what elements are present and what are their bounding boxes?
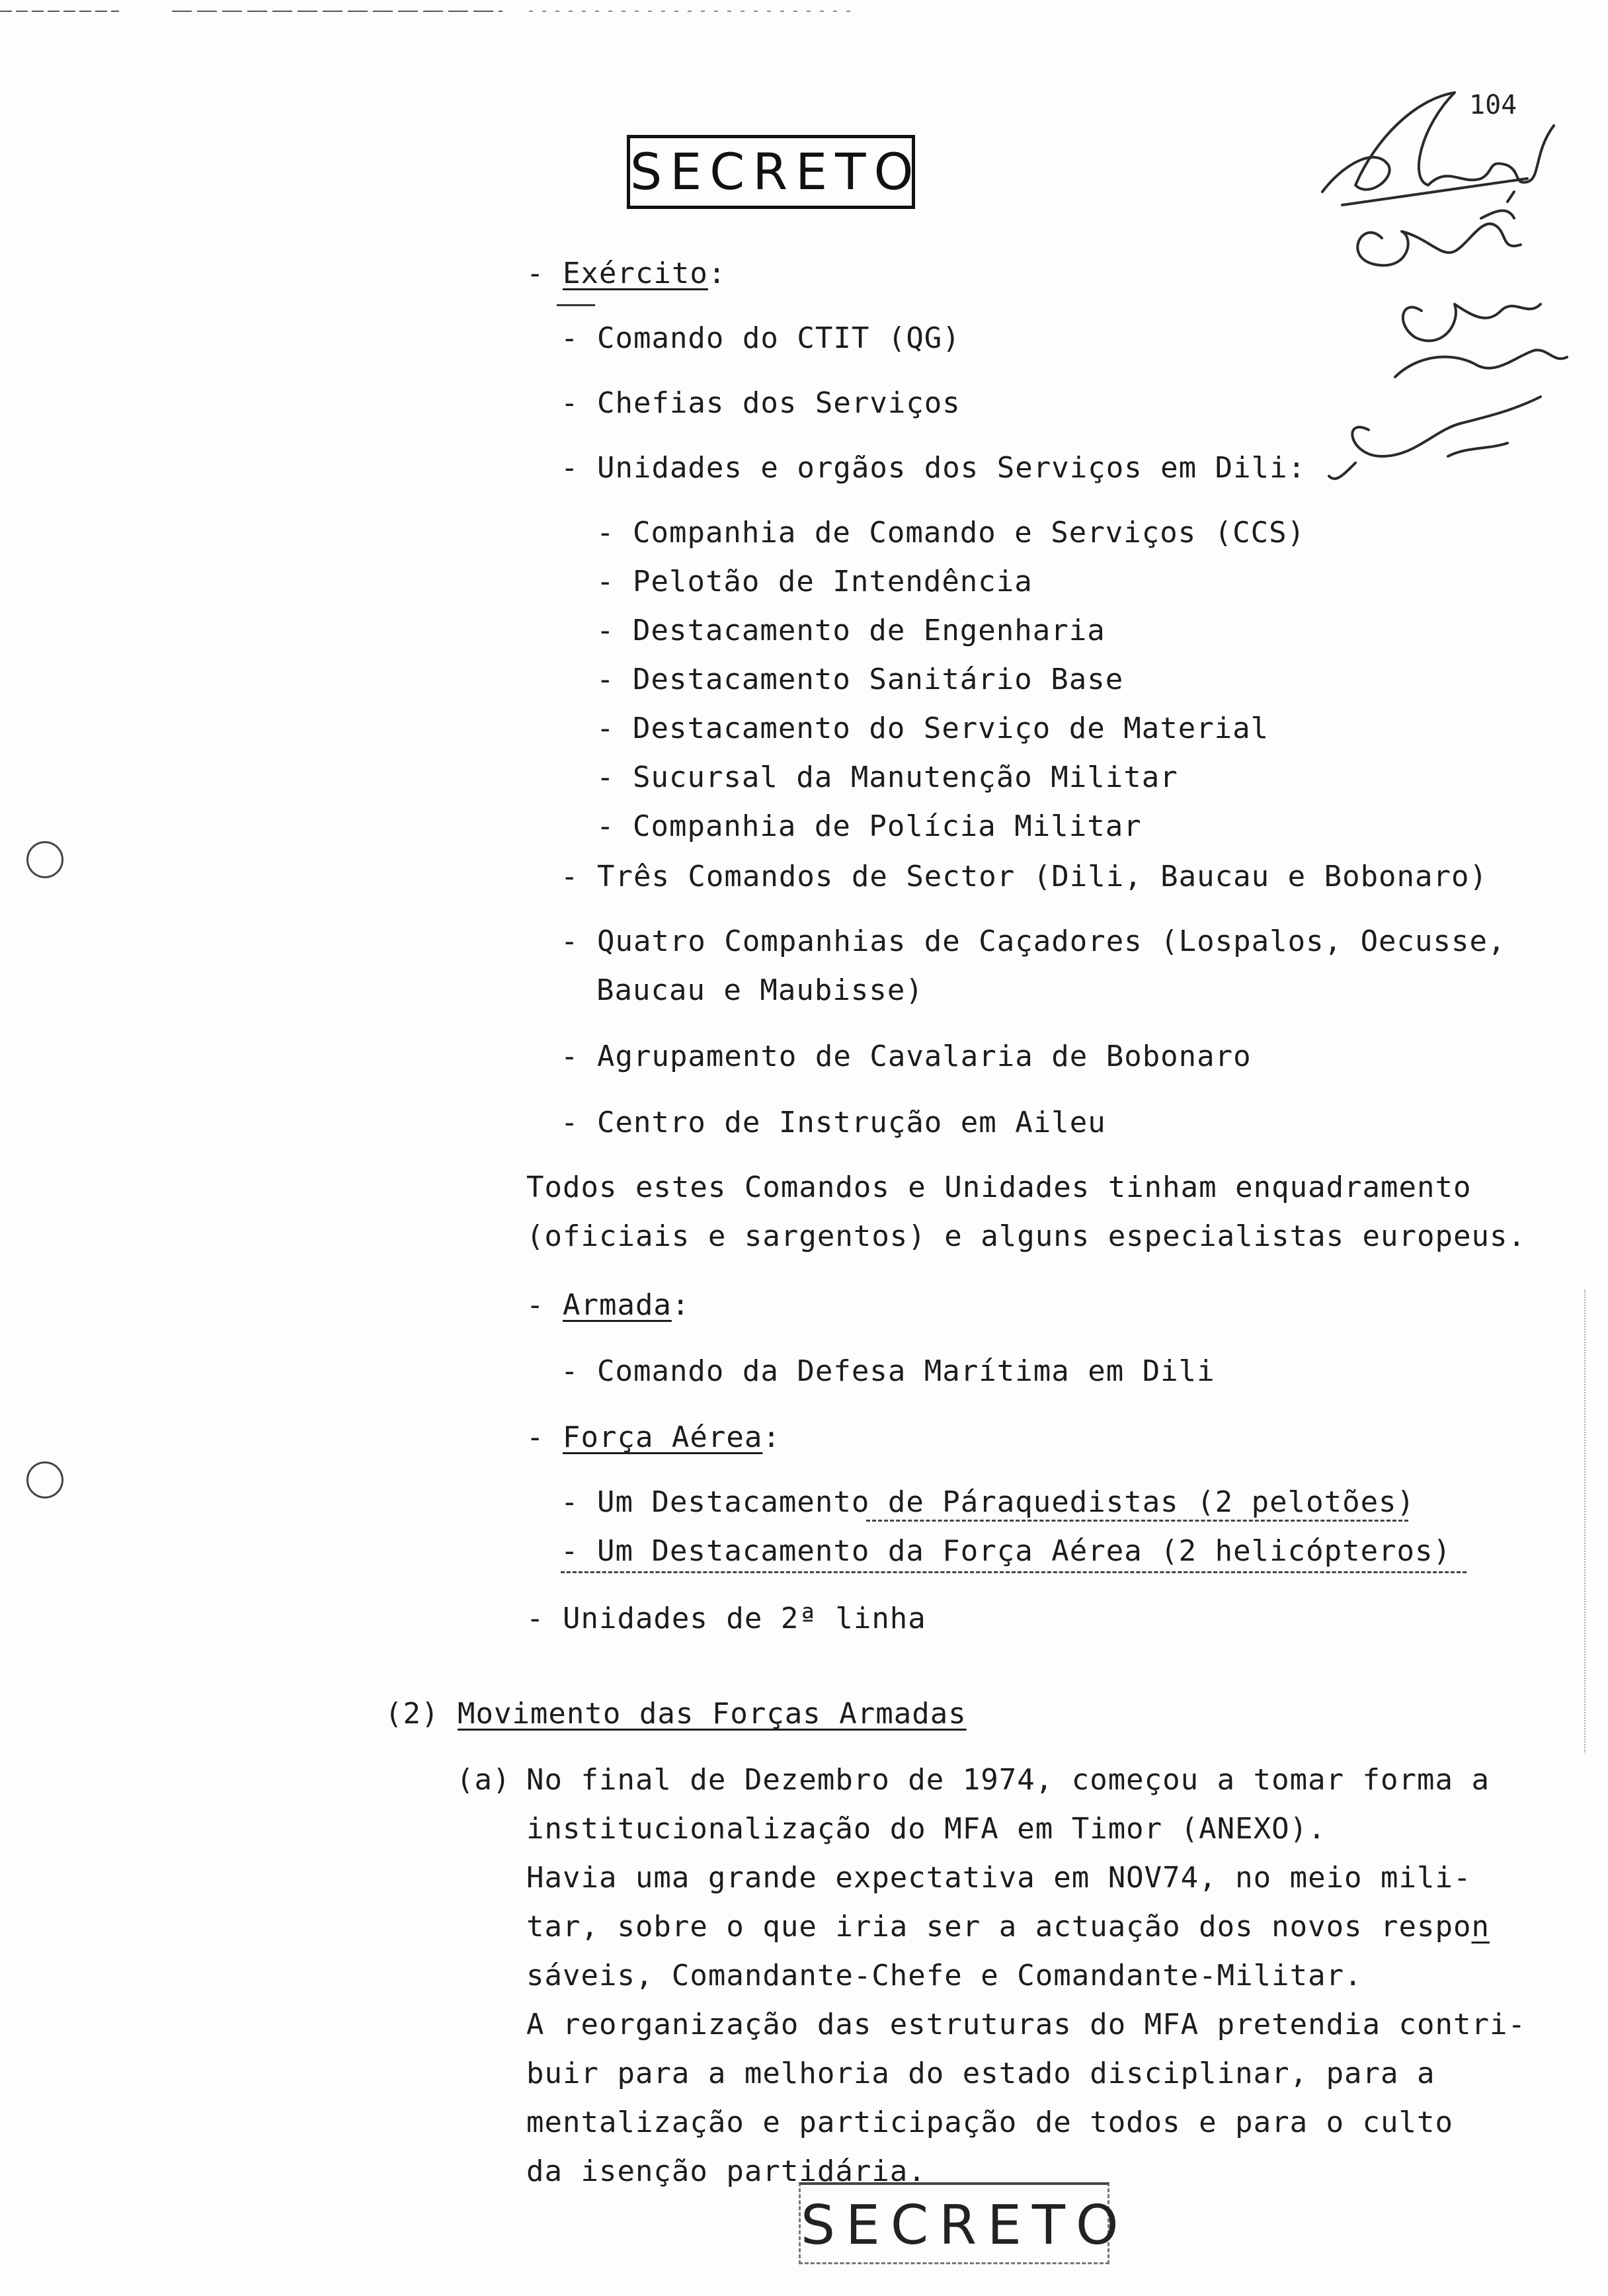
line-4-text: tar, sobre o que iria ser a actuação dos novos respo [526,1910,1472,1944]
paragraph-a-line-4 [526,1908,1490,1946]
paragraph-a-line-1: No final de Dezembro de 1974, começou a tomar forma a [526,1763,1490,1797]
list-item-unidades-dili: - Unidades e orgãos dos Serviços em Dili: [561,451,1306,485]
list-item-paraquedistas: - Um Destacamento de Páraquedistas (2 pelotões) [561,1485,1416,1519]
sub-item-intendencia: - Pelotão de Intendência [596,565,1033,598]
line-4-underlined-letter: n [1471,1910,1490,1944]
page-number: 104 [1469,90,1517,120]
paragraph-a-line-7: buir para a melhoria do estado disciplinar, para a [526,2057,1435,2090]
paragraph-todos-line-2: (oficiais e sargentos) e alguns especialistas europeus. [526,1219,1526,1253]
section-title: Movimento das Forças Armadas [457,1697,967,1731]
punch-hole-upper [26,841,63,878]
paragraph-a-line-6: A reorganização das estruturas do MFA pretendia contri- [526,2008,1526,2041]
list-item-quatro-companhias-2: Baucau e Maubisse) [596,973,924,1007]
colon: : [762,1420,781,1454]
list-item-comando-defesa: - Comando da Defesa Marítima em Dili [561,1354,1215,1388]
paragraph-a-line-8: mentalização e participação de todos e para o culto [526,2106,1454,2139]
paragraph-a-line-3: Havia uma grande expectativa em NOV74, no meio mili- [526,1861,1472,1895]
list-item-centro-instrucao: - Centro de Instrução em Aileu [561,1106,1106,1139]
stamp-secreto-top: SECRETO [627,135,915,209]
fold-mark [1584,1290,1587,1752]
heading-armada-label: Armada [562,1288,672,1322]
list-item-agrupamento: - Agrupamento de Cavalaria de Bobonaro [561,1040,1252,1073]
heading-forca-aerea [526,1419,781,1456]
sub-item-material: - Destacamento do Serviço de Material [596,712,1269,745]
stamp-secreto-bottom: SECRETO [799,2182,1109,2264]
handwritten-signatures [1316,86,1593,483]
heading-armada [526,1287,690,1324]
dash: - [526,1420,563,1454]
heading-exercito-label: Exército [562,257,708,290]
heading-exercito [526,255,726,292]
paragraph-a-line-9: da isenção partidária. [526,2154,926,2188]
hand-underline-paraquedistas [866,1520,1408,1522]
list-item-quatro-companhias-1: - Quatro Companhias de Caçadores (Lospalos, Oecusse, [561,924,1506,958]
paragraph-a-label: (a) [456,1763,511,1797]
sub-item-manutencao: - Sucursal da Manutenção Militar [596,760,1178,794]
colon: : [707,257,727,290]
list-item-helicopteros: - Um Destacamento da Força Aérea (2 helicópteros) [561,1534,1452,1568]
list-item-chefias: - Chefias dos Serviços [561,386,961,420]
list-item-tres-comandos: - Três Comandos de Sector (Dili, Baucau e Bobonaro) [561,860,1488,893]
sub-item-sanitario: - Destacamento Sanitário Base [596,663,1124,696]
heading-exercito-mark [557,304,595,306]
scan-artifact-line [0,9,860,13]
paragraph-a-line-5: sáveis, Comandante-Chefe e Comandante-Militar. [526,1959,1363,1992]
paragraph-todos-line-1: Todos estes Comandos e Unidades tinham enquadramento [526,1170,1472,1204]
sub-item-engenharia: - Destacamento de Engenharia [596,614,1106,647]
dash: - [526,257,563,290]
hand-underline-helicopteros [561,1571,1467,1573]
heading-forca-aerea-label: Força Aérea [562,1420,763,1454]
sub-item-ccs: - Companhia de Comando e Serviços (CCS) [596,516,1306,550]
section-number: (2) [385,1697,458,1731]
colon: : [671,1288,690,1322]
section-heading-mfa [385,1696,967,1733]
dash: - [526,1288,563,1322]
sub-item-policia: - Companhia de Polícia Militar [596,809,1142,843]
punch-hole-lower [26,1461,63,1498]
list-item-unidades-2-linha: - Unidades de 2ª linha [526,1602,926,1635]
paragraph-a-line-2: institucionalização do MFA em Timor (ANEXO). [526,1812,1326,1846]
list-item-comando-ctit: - Comando do CTIT (QG) [561,321,961,355]
